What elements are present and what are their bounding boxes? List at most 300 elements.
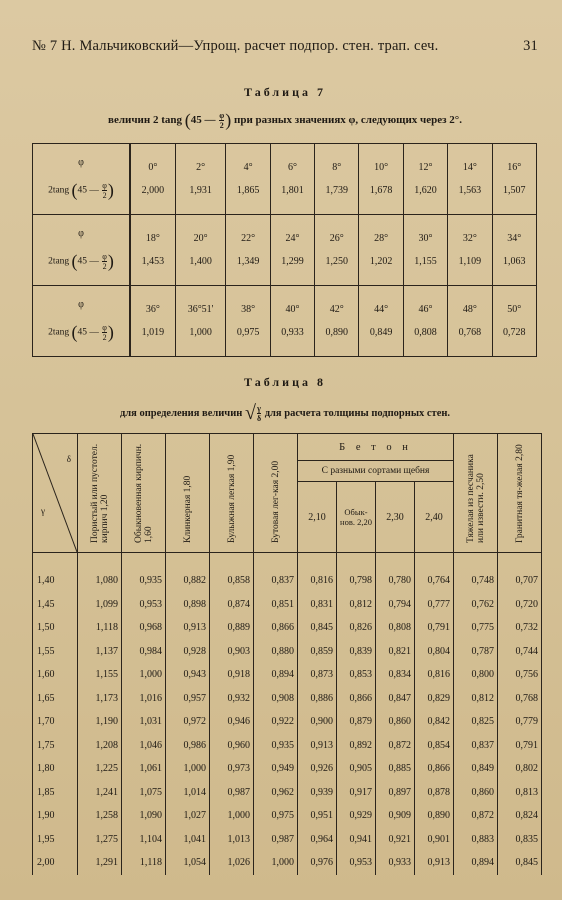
table8-cell: 0,744 [498, 640, 542, 664]
table7-row [33, 144, 537, 215]
angle-value: 38° [241, 304, 256, 315]
angle-value: 40° [285, 304, 300, 315]
col-header-10: Гранитная тя-желая 2,80 [498, 434, 542, 553]
table7-cell [359, 144, 403, 215]
label-45: 45 — [77, 185, 99, 196]
table8-cell: 0,762 [454, 593, 498, 617]
table8-cell: 0,935 [122, 569, 166, 593]
table8-cell: 1,275 [78, 828, 122, 852]
table7 [32, 143, 537, 357]
angle-value: 32° [462, 233, 477, 244]
tang-value: 1,019 [141, 327, 165, 338]
table8-cell: 1,061 [122, 757, 166, 781]
table8-cell: 0,921 [376, 828, 415, 852]
table7-cell [226, 286, 270, 357]
angle-value: 42° [329, 304, 344, 315]
table7-row-label [33, 215, 131, 286]
table8-cell: 0,926 [298, 757, 337, 781]
corner-delta: δ [66, 454, 71, 464]
table7-cell [270, 144, 314, 215]
tang-value: 1,109 [458, 256, 482, 267]
table8-cell: 0,903 [210, 640, 254, 664]
table8-cell: 1,173 [78, 687, 122, 711]
table8-cell: 0,837 [254, 569, 298, 593]
frac-den: 2 [102, 191, 107, 200]
ratio-value: 1,70 [33, 710, 78, 734]
table7-cell [403, 286, 447, 357]
angle-value: 8° [332, 162, 342, 173]
table8-cell: 0,878 [415, 781, 454, 805]
table8-cell: 0,913 [166, 616, 210, 640]
table8-cell: 1,118 [122, 851, 166, 875]
paren-open: ( [71, 180, 78, 200]
tang-value: 0,728 [503, 327, 526, 338]
table8-cell: 0,779 [498, 710, 542, 734]
table8-cell: 1,027 [166, 804, 210, 828]
table8-cell: 0,908 [254, 687, 298, 711]
table8-cell: 0,798 [337, 569, 376, 593]
angle-value: 14° [462, 162, 477, 173]
table8-cell: 0,780 [376, 569, 415, 593]
table8-row [33, 781, 542, 805]
table8-cell: 0,748 [454, 569, 498, 593]
phi-over-2 [102, 181, 107, 200]
table8-row [33, 569, 542, 593]
table8-cell: 0,821 [376, 640, 415, 664]
table7-cell [492, 286, 536, 357]
col-header-9: Тяжелая из песчаника или извести. 2,50 [454, 434, 498, 553]
angle-value: 36°51' [187, 304, 214, 315]
table8-cell: 1,041 [166, 828, 210, 852]
table7-subtitle-post: при разных значениях φ, следующих через 2°. [234, 114, 462, 127]
table7-cell [359, 215, 403, 286]
spacer-cell [415, 553, 454, 570]
table8-cell: 0,839 [337, 640, 376, 664]
table8-cell: 0,816 [415, 663, 454, 687]
ratio-value: 1,55 [33, 640, 78, 664]
table8-cell: 0,777 [415, 593, 454, 617]
angle-value: 28° [374, 233, 389, 244]
table8-cell: 0,962 [254, 781, 298, 805]
table8-cell: 0,951 [298, 804, 337, 828]
table7-cell [448, 215, 492, 286]
table8-row [33, 710, 542, 734]
table8-subtitle-pre: для определения величин [119, 407, 243, 419]
table8-cell: 0,901 [415, 828, 454, 852]
table8-cell: 0,787 [454, 640, 498, 664]
table7-title: Таблица 7 [244, 85, 326, 99]
table8-cell: 0,872 [376, 734, 415, 758]
table8-cell: 0,984 [122, 640, 166, 664]
spacer-cell [498, 553, 542, 570]
paren-close: ) [107, 322, 114, 342]
table7-row [33, 286, 537, 357]
angle-value: 16° [507, 162, 522, 173]
tang-value: 1,678 [369, 185, 393, 196]
tang-value: 0,768 [458, 327, 482, 338]
angle-value: 22° [241, 233, 256, 244]
table7-subtitle-45: 45 — [190, 114, 216, 127]
table8-cell: 0,949 [254, 757, 298, 781]
tang-label: 2tang [48, 256, 70, 267]
spacer-cell [166, 553, 210, 570]
table7-cell [448, 286, 492, 357]
frac-den: 2 [219, 121, 224, 130]
table8-cell: 0,860 [454, 781, 498, 805]
table8-cell: 0,883 [454, 828, 498, 852]
table8-cell: 0,791 [498, 734, 542, 758]
table8-cell: 0,812 [337, 593, 376, 617]
tang-value: 1,931 [189, 185, 212, 196]
phi-over-2 [219, 111, 224, 130]
frac-num: φ [219, 111, 225, 120]
table8-cell: 0,834 [376, 663, 415, 687]
table8-cell: 0,968 [122, 616, 166, 640]
corner-gamma: γ [41, 506, 45, 516]
table8-cell: 0,976 [298, 851, 337, 875]
table7-cell [130, 144, 175, 215]
table7-cell [315, 215, 359, 286]
table8-cell: 0,837 [454, 734, 498, 758]
spacer-cell [210, 553, 254, 570]
label-45: 45 — [77, 256, 99, 267]
table8-cell: 0,791 [415, 616, 454, 640]
table8-cell: 0,768 [498, 687, 542, 711]
paren-close: ) [225, 110, 232, 130]
table8-cell: 1,090 [122, 804, 166, 828]
table8-cell: 0,842 [415, 710, 454, 734]
table8-cell: 0,874 [210, 593, 254, 617]
table8-cell: 0,866 [415, 757, 454, 781]
gamma-over-delta [257, 404, 261, 423]
ratio-value: 1,90 [33, 804, 78, 828]
angle-value: 10° [374, 162, 389, 173]
paren-open: ( [71, 251, 78, 271]
table8-cell: 0,800 [454, 663, 498, 687]
table8-cell: 0,720 [498, 593, 542, 617]
tang-value: 0,933 [281, 327, 304, 338]
table8-cell: 1,054 [166, 851, 210, 875]
table8-cell: 0,960 [210, 734, 254, 758]
table8-cell: 1,046 [122, 734, 166, 758]
col-header-4: Бутовая лег-кая 2,00 [254, 434, 298, 553]
table8-cell: 0,946 [210, 710, 254, 734]
phi-symbol: φ [78, 157, 84, 168]
frac-den: 2 [102, 333, 107, 342]
running-header [32, 38, 538, 55]
table8-cell: 0,732 [498, 616, 542, 640]
phi-symbol: φ [78, 228, 84, 239]
table7-cell [359, 286, 403, 357]
table8-cell: 1,080 [78, 569, 122, 593]
tang-value: 1,299 [281, 256, 304, 267]
tang-value: 1,063 [503, 256, 526, 267]
table7-subtitle [32, 110, 538, 131]
table8-cell: 0,953 [122, 593, 166, 617]
table8-spacer [33, 553, 542, 570]
beton-col-2: 2,30 [376, 482, 415, 553]
tang-value: 1,801 [281, 185, 304, 196]
tang-value: 1,250 [325, 256, 349, 267]
table8-cell: 0,835 [498, 828, 542, 852]
table8-cell: 0,853 [337, 663, 376, 687]
table8-cell: 1,190 [78, 710, 122, 734]
table8-cell: 0,909 [376, 804, 415, 828]
table7-cell [448, 144, 492, 215]
table8-cell: 1,225 [78, 757, 122, 781]
table8-cell: 0,953 [337, 851, 376, 875]
table8-cell: 0,964 [298, 828, 337, 852]
corner-cell [33, 434, 78, 553]
beton-col-3: 2,40 [415, 482, 454, 553]
angle-value: 48° [462, 304, 477, 315]
tang-value: 2,000 [141, 185, 165, 196]
table8-cell: 0,859 [298, 640, 337, 664]
table8-cell: 0,890 [415, 804, 454, 828]
tang-value: 1,507 [503, 185, 526, 196]
table8-cell: 0,808 [376, 616, 415, 640]
table7-cell [175, 286, 226, 357]
table8-row [33, 734, 542, 758]
table7-subtitle-pre: величин 2 tang [108, 114, 183, 127]
table8-cell: 1,075 [122, 781, 166, 805]
table8-cell: 0,935 [254, 734, 298, 758]
label-45: 45 — [77, 327, 99, 338]
table8-cell: 0,885 [376, 757, 415, 781]
table8-cell: 1,026 [210, 851, 254, 875]
table7-cell [492, 215, 536, 286]
table8-cell: 0,929 [337, 804, 376, 828]
table8-row [33, 804, 542, 828]
tang-value: 0,808 [414, 327, 437, 338]
table7-row-label [33, 286, 131, 357]
table8-cell: 0,900 [298, 710, 337, 734]
col-header-0: Пористый или пустотел. кирпич 1,20 [78, 434, 122, 553]
paren-close: ) [107, 251, 114, 271]
tang-value: 1,000 [189, 327, 212, 338]
tang-value: 1,865 [236, 185, 260, 196]
angle-value: 18° [145, 233, 160, 244]
table8-cell: 0,889 [210, 616, 254, 640]
angle-value: 0° [148, 162, 158, 173]
angle-value: 20° [193, 233, 208, 244]
table8-cell: 0,894 [454, 851, 498, 875]
table7-cell [175, 144, 226, 215]
angle-value: 4° [243, 162, 253, 173]
table8-cell: 0,829 [415, 687, 454, 711]
table8-cell: 0,854 [415, 734, 454, 758]
table8-cell: 1,013 [210, 828, 254, 852]
table8-cell: 0,707 [498, 569, 542, 593]
tang-value: 1,202 [369, 256, 393, 267]
table8-cell: 1,099 [78, 593, 122, 617]
beton-subheader: С разными сортами щебня [298, 461, 454, 482]
table8-subtitle-post: для расчета толщины подпорных стен. [264, 407, 451, 419]
table7-cell [315, 144, 359, 215]
tang-label: 2tang [48, 185, 70, 196]
paren-close: ) [107, 180, 114, 200]
ratio-value: 1,50 [33, 616, 78, 640]
table8-subtitle [32, 402, 538, 425]
tang-value: 1,155 [414, 256, 437, 267]
table7-cell [175, 215, 226, 286]
table8-cell: 0,973 [210, 757, 254, 781]
spacer-cell [254, 553, 298, 570]
table8-cell: 0,825 [454, 710, 498, 734]
tang-value: 1,620 [414, 185, 437, 196]
table8-cell: 0,756 [498, 663, 542, 687]
table8-cell: 0,847 [376, 687, 415, 711]
table8-row [33, 616, 542, 640]
frac-num: φ [102, 252, 107, 261]
table8-row [33, 757, 542, 781]
table7-cell [130, 215, 175, 286]
table7-cell [270, 286, 314, 357]
table8-cell: 1,241 [78, 781, 122, 805]
spacer-cell [298, 553, 337, 570]
table8-cell: 1,104 [122, 828, 166, 852]
ratio-value: 1,95 [33, 828, 78, 852]
table7-cell [270, 215, 314, 286]
sqrt-num: γ [257, 404, 261, 413]
paren-open: ( [71, 322, 78, 342]
table8-cell: 0,812 [454, 687, 498, 711]
table7-cell [226, 144, 270, 215]
col-header-3: Булыжная легкая 1,90 [210, 434, 254, 553]
table8-cell: 1,208 [78, 734, 122, 758]
table8-cell: 1,137 [78, 640, 122, 664]
table8-cell: 0,898 [166, 593, 210, 617]
table7-cell [492, 144, 536, 215]
tang-value: 0,890 [325, 327, 349, 338]
table8-cell: 0,894 [254, 663, 298, 687]
table8-row [33, 593, 542, 617]
ratio-value: 1,75 [33, 734, 78, 758]
table8-cell: 1,000 [254, 851, 298, 875]
table8-cell: 0,933 [376, 851, 415, 875]
table8-row [33, 851, 542, 875]
ratio-value: 2,00 [33, 851, 78, 875]
table8-cell: 0,866 [254, 616, 298, 640]
table8-cell: 0,882 [166, 569, 210, 593]
angle-value: 12° [418, 162, 433, 173]
spacer-cell [122, 553, 166, 570]
angle-value: 24° [285, 233, 300, 244]
table8-cell: 1,155 [78, 663, 122, 687]
ratio-value: 1,65 [33, 687, 78, 711]
angle-value: 6° [287, 162, 297, 173]
tang-value: 1,400 [189, 256, 212, 267]
table8-cell: 0,764 [415, 569, 454, 593]
table8-cell: 0,897 [376, 781, 415, 805]
table7-cell [226, 215, 270, 286]
table8-cell: 1,000 [210, 804, 254, 828]
tang-value: 1,453 [141, 256, 165, 267]
table8-cell: 0,918 [210, 663, 254, 687]
frac-num: φ [102, 181, 107, 190]
paren-open: ( [184, 110, 191, 130]
tang-value: 1,349 [236, 256, 260, 267]
angle-value: 46° [418, 304, 433, 315]
tang-value: 0,975 [236, 327, 260, 338]
table8-cell: 0,886 [298, 687, 337, 711]
table8-cell: 0,922 [254, 710, 298, 734]
beton-col-1: Обык-нов. 2,20 [337, 482, 376, 553]
table8-cell: 0,939 [298, 781, 337, 805]
spacer-cell [376, 553, 415, 570]
table8-cell: 0,986 [166, 734, 210, 758]
table8-cell: 0,804 [415, 640, 454, 664]
table8-row [33, 828, 542, 852]
spacer-cell [78, 553, 122, 570]
table8-cell: 0,858 [210, 569, 254, 593]
ratio-value: 1,80 [33, 757, 78, 781]
table7-row [33, 215, 537, 286]
table8-cell: 0,913 [415, 851, 454, 875]
table8-cell: 0,972 [166, 710, 210, 734]
table8-row [33, 663, 542, 687]
table7-cell [130, 286, 175, 357]
tang-label: 2tang [48, 327, 70, 338]
angle-value: 30° [418, 233, 433, 244]
phi-symbol: φ [78, 299, 84, 310]
angle-value: 36° [145, 304, 160, 315]
table8-cell: 1,016 [122, 687, 166, 711]
table8-cell: 0,816 [298, 569, 337, 593]
table8 [32, 433, 542, 875]
table8-cell: 0,845 [298, 616, 337, 640]
sqrt-sign: √ [244, 402, 256, 424]
table8-cell: 0,813 [498, 781, 542, 805]
table8-cell: 0,892 [337, 734, 376, 758]
table8-cell: 0,802 [498, 757, 542, 781]
ratio-value: 1,45 [33, 593, 78, 617]
page-number: 31 [523, 38, 538, 54]
table8-cell: 0,860 [376, 710, 415, 734]
spacer-cell [33, 553, 78, 570]
table8-cell: 0,849 [454, 757, 498, 781]
table8-cell: 0,872 [454, 804, 498, 828]
table8-cell: 0,851 [254, 593, 298, 617]
table8-cell: 0,943 [166, 663, 210, 687]
corner-diagonal [33, 434, 77, 552]
table8-cell: 0,987 [254, 828, 298, 852]
table8-cell: 1,014 [166, 781, 210, 805]
tang-value: 0,849 [369, 327, 393, 338]
tang-value: 1,739 [325, 185, 349, 196]
table8-cell: 0,775 [454, 616, 498, 640]
table8-cell: 0,826 [337, 616, 376, 640]
ratio-value: 1,60 [33, 663, 78, 687]
table8-cell: 0,975 [254, 804, 298, 828]
table8-cell: 0,794 [376, 593, 415, 617]
frac-den: 2 [102, 262, 107, 271]
table8-cell: 1,118 [78, 616, 122, 640]
table8-cell: 0,873 [298, 663, 337, 687]
table8-cell: 0,913 [298, 734, 337, 758]
table8-cell: 1,000 [122, 663, 166, 687]
phi-over-2 [102, 252, 107, 271]
phi-over-2 [102, 323, 107, 342]
table8-row [33, 687, 542, 711]
angle-value: 2° [196, 162, 206, 173]
angle-value: 26° [329, 233, 344, 244]
table7-cell [403, 215, 447, 286]
header-text: № 7 Н. Мальчиковский—Упрощ. расчет подпор. стен. трап. сеч. [32, 38, 439, 54]
table8-cell: 0,928 [166, 640, 210, 664]
table8-cell: 1,258 [78, 804, 122, 828]
angle-value: 50° [507, 304, 522, 315]
